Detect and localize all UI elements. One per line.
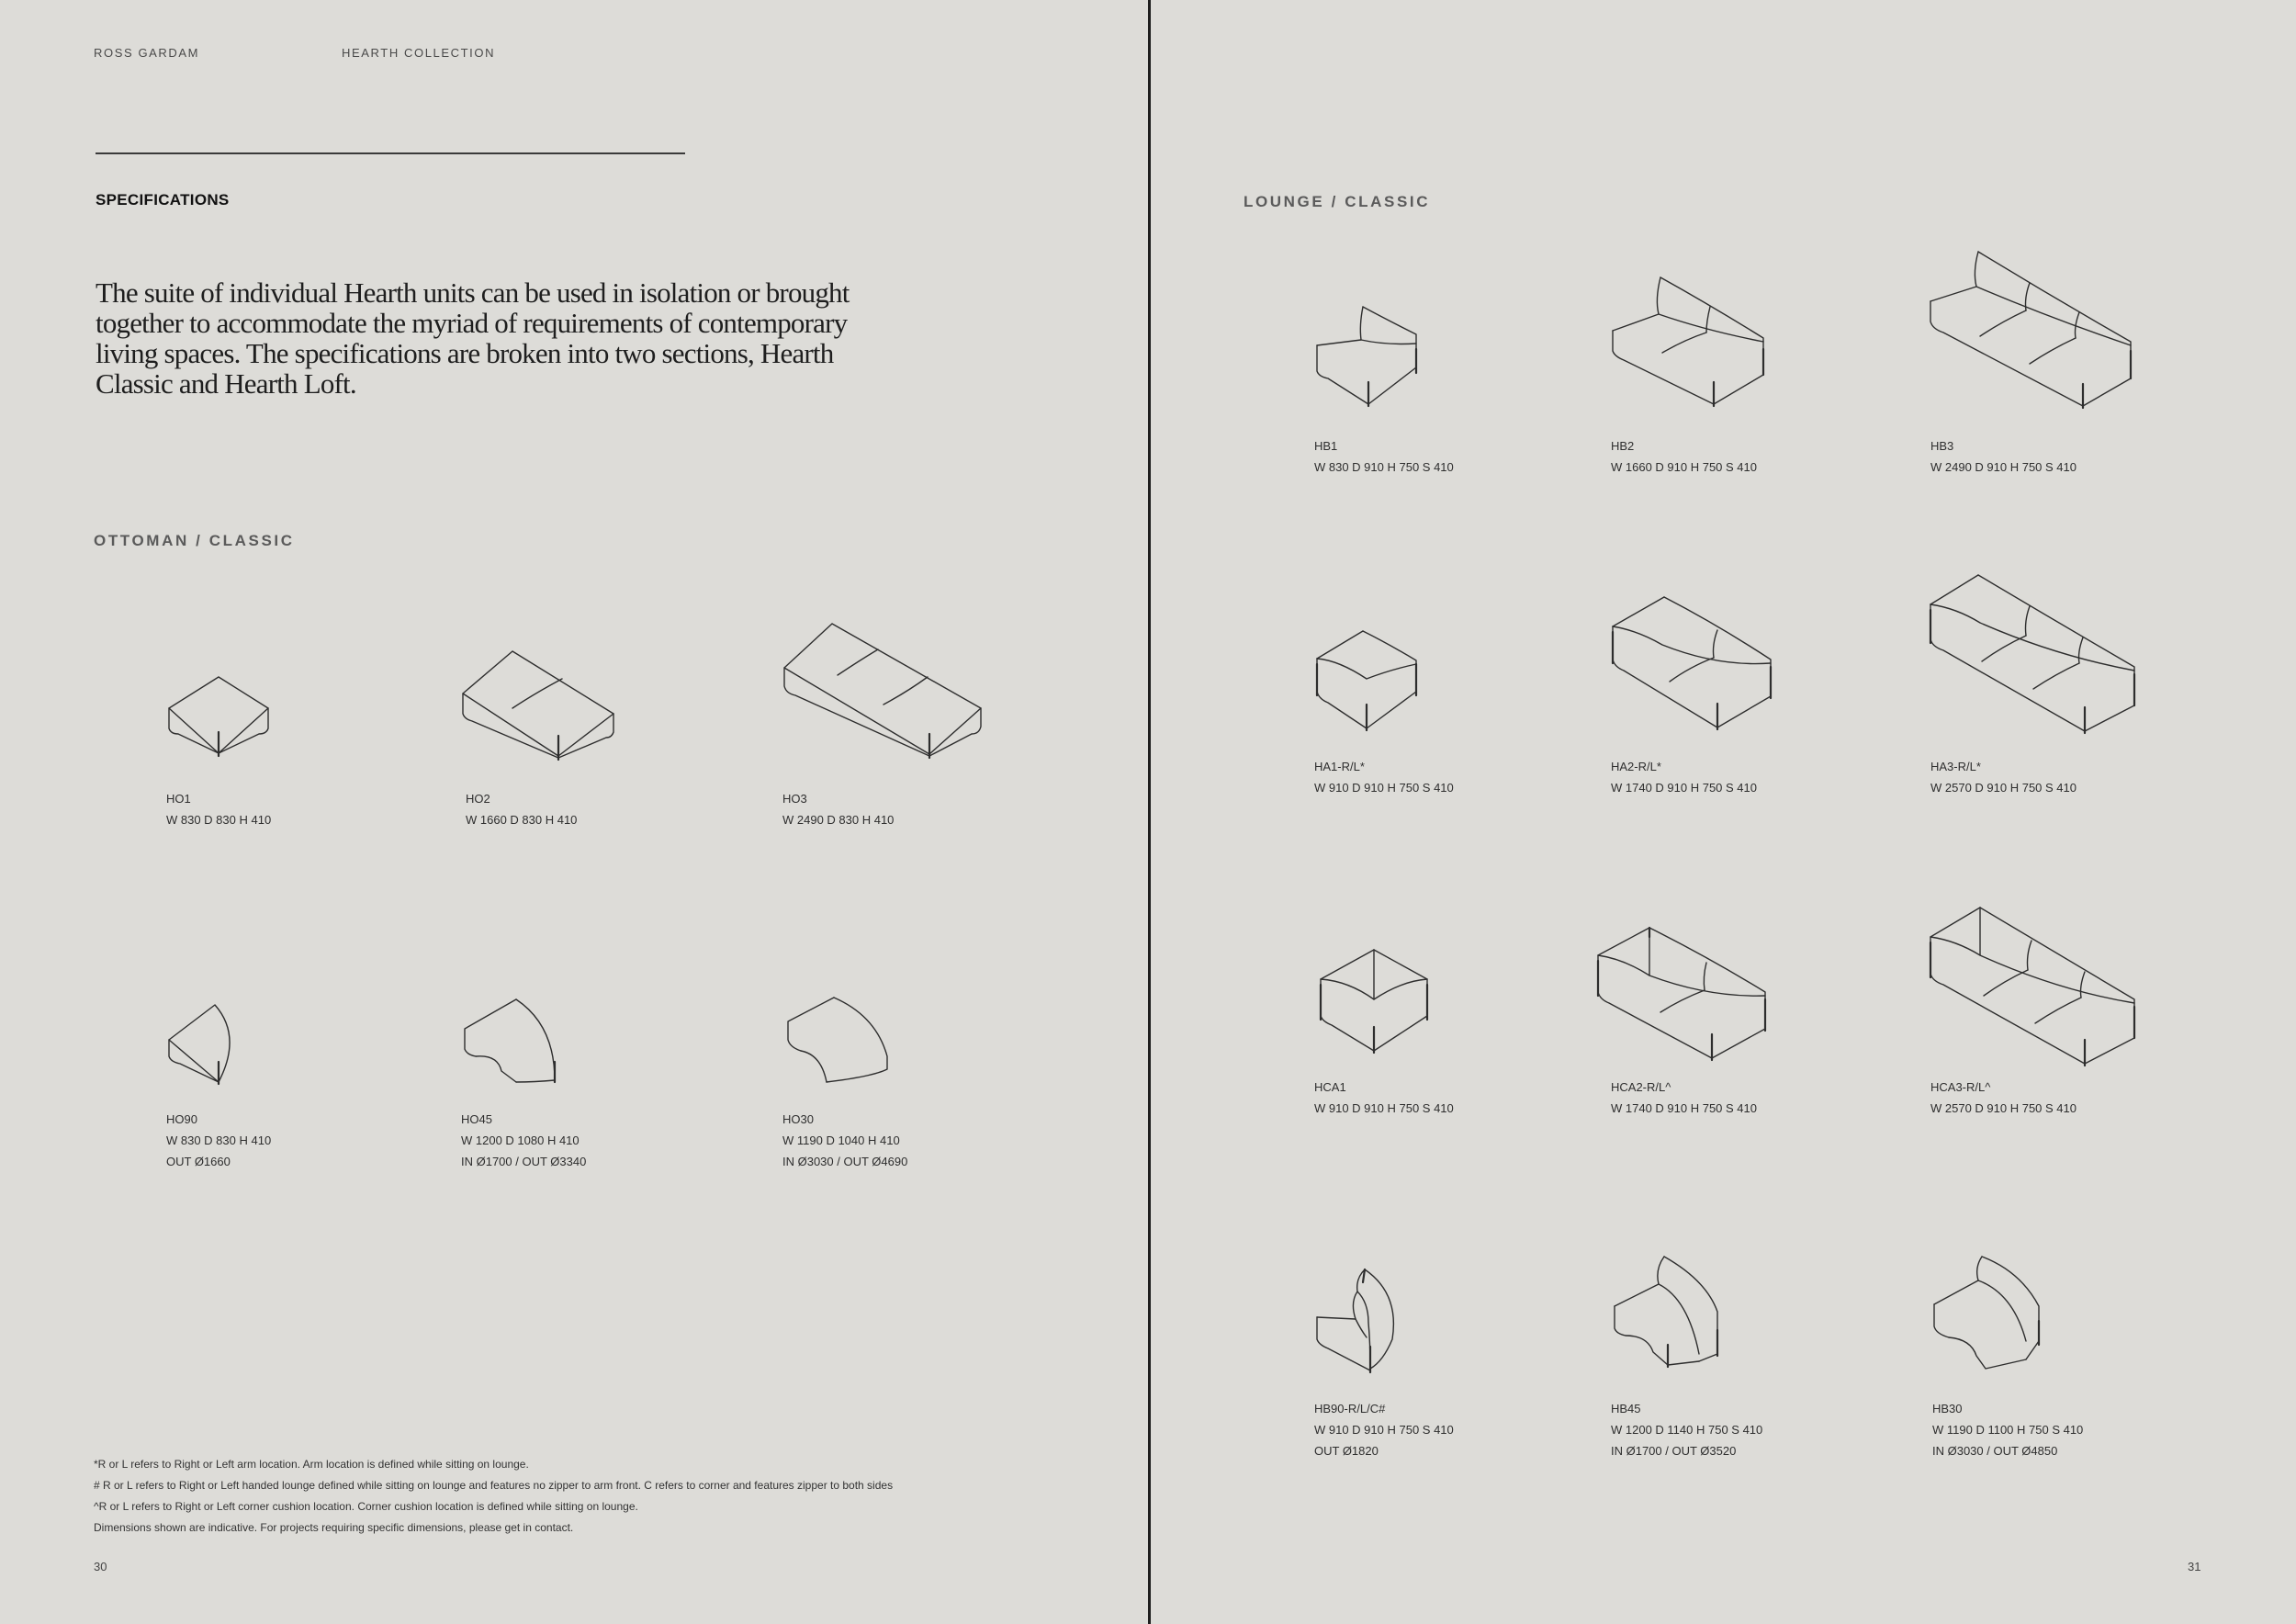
lounge-item-ha2 <box>1611 756 1914 798</box>
product-code: HO45 <box>461 1112 492 1126</box>
ottoman-item-ho90 <box>166 1109 469 1172</box>
lounge-2-seat-icon <box>1611 274 1769 410</box>
lounge-arm-1-seat-icon <box>1313 627 1424 734</box>
book-spine <box>1148 0 1151 1624</box>
product-code: HCA1 <box>1314 1080 1346 1094</box>
product-code: HO90 <box>166 1112 197 1126</box>
lounge-item-ha3 <box>1930 756 2234 798</box>
product-dimensions: W 2490 D 830 H 410 <box>782 813 895 827</box>
product-dimensions: W 1200 D 1140 H 750 S 410 <box>1611 1423 1763 1437</box>
lounge-item-hca3 <box>1930 1077 2234 1119</box>
lounge-30-curve-icon <box>1930 1253 2046 1372</box>
product-code: HB1 <box>1314 439 1338 453</box>
ottoman-1-seat-icon <box>165 675 272 758</box>
product-code: HA1-R/L* <box>1314 760 1365 773</box>
footnotes <box>94 1454 1012 1539</box>
product-dimensions: W 2490 D 910 H 750 S 410 <box>1930 460 2077 474</box>
product-dimensions: W 2570 D 910 H 750 S 410 <box>1930 781 2077 795</box>
product-code: HB30 <box>1932 1402 1963 1415</box>
product-dimensions: W 1190 D 1040 H 410 <box>782 1133 900 1147</box>
ottoman-item-ho30 <box>782 1109 1086 1172</box>
lounge-item-hb3 <box>1930 435 2234 478</box>
lounge-1-seat-icon <box>1313 303 1424 410</box>
product-code: HB45 <box>1611 1402 1641 1415</box>
product-dimensions: W 830 D 910 H 750 S 410 <box>1314 460 1454 474</box>
ottoman-item-ho45 <box>461 1109 764 1172</box>
footnote-arm: *R or L refers to Right or Left arm location. Arm location is defined while sitting on lounge. <box>94 1458 529 1471</box>
product-dimensions: W 1660 D 830 H 410 <box>466 813 578 827</box>
ottoman-section-heading: OTTOMAN / CLASSIC <box>94 532 295 549</box>
product-code: HO2 <box>466 792 490 806</box>
lounge-item-ha1 <box>1314 756 1617 798</box>
lounge-corner-2-icon <box>1594 924 1769 1064</box>
product-code: HCA2-R/L^ <box>1611 1080 1671 1094</box>
product-diameter: IN Ø1700 / OUT Ø3340 <box>461 1155 587 1168</box>
collection-header: HEARTH COLLECTION <box>342 46 496 60</box>
product-dimensions: W 830 D 830 H 410 <box>166 1133 272 1147</box>
lounge-45-curve-icon <box>1611 1253 1727 1372</box>
ottoman-90-curve-icon <box>165 1003 242 1086</box>
product-dimensions: W 1200 D 1080 H 410 <box>461 1133 580 1147</box>
product-code: HA2-R/L* <box>1611 760 1661 773</box>
lounge-3-seat-icon <box>1929 248 2136 413</box>
product-code: HO3 <box>782 792 807 806</box>
specifications-title: SPECIFICATIONS <box>96 191 230 209</box>
footnote-dimensions: Dimensions shown are indicative. For projects requiring specific dimensions, please get in contact. <box>94 1521 574 1534</box>
page-number-left: 30 <box>94 1560 107 1573</box>
footnote-handed: # R or L refers to Right or Left handed lounge defined while sitting on lounge and features no zipper to arm front. C refers to corner and features zipper to both sides <box>94 1479 894 1492</box>
lounge-corner-3-icon <box>1929 904 2140 1069</box>
lounge-section-heading: LOUNGE / CLASSIC <box>1244 193 1431 210</box>
ottoman-30-curve-icon <box>784 996 891 1084</box>
product-dimensions: W 1660 D 910 H 750 S 410 <box>1611 460 1757 474</box>
product-diameter: IN Ø3030 / OUT Ø4690 <box>782 1155 908 1168</box>
lounge-90-curve-icon <box>1313 1266 1405 1374</box>
product-dimensions: W 1740 D 910 H 750 S 410 <box>1611 1101 1757 1115</box>
product-diameter: OUT Ø1820 <box>1314 1444 1379 1458</box>
product-code: HB3 <box>1930 439 1954 453</box>
page-number-right: 31 <box>2188 1560 2201 1573</box>
product-code: HCA3-R/L^ <box>1930 1080 1991 1094</box>
lounge-item-hca1 <box>1314 1077 1617 1119</box>
product-diameter: IN Ø3030 / OUT Ø4850 <box>1932 1444 2058 1458</box>
brand-header: ROSS GARDAM <box>94 46 200 60</box>
lounge-arm-3-seat-icon <box>1929 571 2140 737</box>
lounge-item-hb2 <box>1611 435 1914 478</box>
intro-paragraph: The suite of individual Hearth units can be used in isolation or brought together to accommodate the myriad of requirements of contemporary living spaces. The specifications are broken into two sections, Hearth Classic and Hearth Loft. <box>96 276 850 400</box>
right-page <box>1152 0 2296 1624</box>
ottoman-item-ho2 <box>466 788 769 830</box>
product-code: HA3-R/L* <box>1930 760 1981 773</box>
lounge-item-hb90 <box>1314 1398 1617 1461</box>
footnote-corner: ^R or L refers to Right or Left corner cushion location. Corner cushion location is defined while sitting on lounge. <box>94 1500 638 1513</box>
ottoman-45-curve-icon <box>461 998 558 1086</box>
header-rule <box>96 152 685 154</box>
ottoman-3-seat-icon <box>782 620 985 760</box>
ottoman-2-seat-icon <box>461 648 617 762</box>
product-dimensions: W 2570 D 910 H 750 S 410 <box>1930 1101 2077 1115</box>
product-code: HB2 <box>1611 439 1635 453</box>
product-dimensions: W 910 D 910 H 750 S 410 <box>1314 1423 1454 1437</box>
lounge-item-hca2 <box>1611 1077 1914 1119</box>
lounge-arm-2-seat-icon <box>1609 593 1774 733</box>
product-diameter: IN Ø1700 / OUT Ø3520 <box>1611 1444 1737 1458</box>
ottoman-item-ho3 <box>782 788 1086 830</box>
product-diameter: OUT Ø1660 <box>166 1155 231 1168</box>
product-code: HB90-R/L/C# <box>1314 1402 1386 1415</box>
lounge-item-hb1 <box>1314 435 1617 478</box>
product-code: HO30 <box>782 1112 814 1126</box>
product-dimensions: W 1740 D 910 H 750 S 410 <box>1611 781 1757 795</box>
product-code: HO1 <box>166 792 191 806</box>
lounge-item-hb45 <box>1611 1398 1914 1461</box>
product-dimensions: W 910 D 910 H 750 S 410 <box>1314 1101 1454 1115</box>
product-dimensions: W 910 D 910 H 750 S 410 <box>1314 781 1454 795</box>
product-dimensions: W 830 D 830 H 410 <box>166 813 272 827</box>
product-dimensions: W 1190 D 1100 H 750 S 410 <box>1932 1423 2084 1437</box>
ottoman-item-ho1 <box>166 788 469 830</box>
lounge-corner-1-icon <box>1317 946 1433 1056</box>
lounge-item-hb30 <box>1932 1398 2235 1461</box>
